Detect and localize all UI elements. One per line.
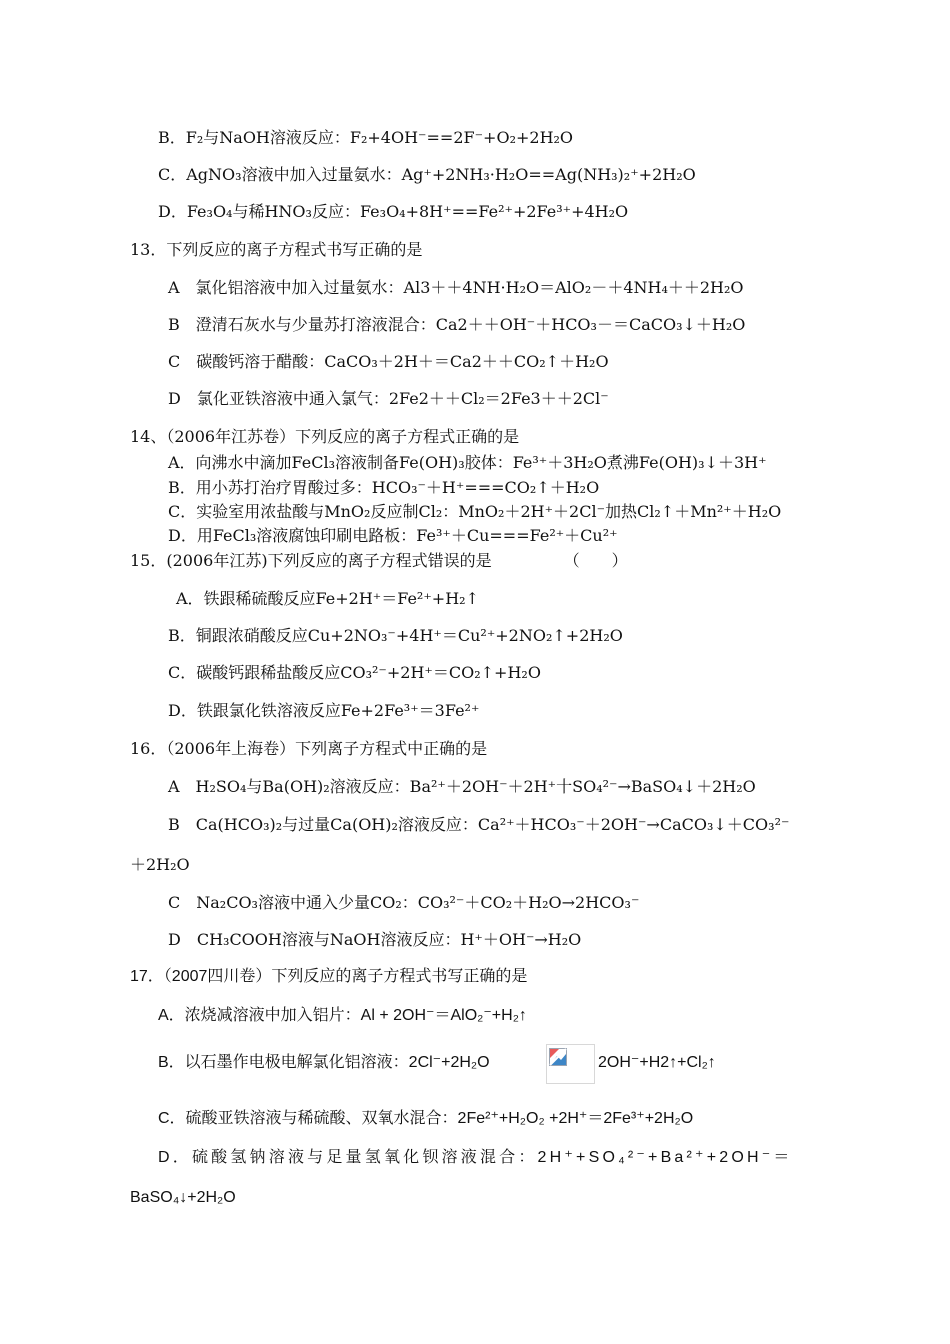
- option-12b: B．F₂与NaOH溶液反应：F₂+4OH⁻==2F⁻+O₂+2H₂O: [158, 128, 574, 147]
- question-13: 13．下列反应的离子方程式书写正确的是: [130, 240, 423, 259]
- option-16b: B Ca(HCO₃)₂与过量Ca(OH)₂溶液反应：Ca²⁺＋HCO₃⁻＋2OH⁻→CaCO₃↓＋CO₃²⁻: [168, 815, 790, 834]
- option-15c: C．碳酸钙跟稀盐酸反应CO₃²⁻+2H⁺＝CO₂↑+H₂O: [168, 663, 541, 682]
- option-16a: A H₂SO₄与Ba(OH)₂溶液反应：Ba²⁺＋2OH⁻＋2H⁺十SO₄²⁻→BaSO₄↓＋2H₂O: [168, 777, 756, 796]
- option-17a: A．浓烧减溶液中加入铝片：Al + 2OH⁻＝AlO₂⁻+H₂↑: [158, 1007, 527, 1024]
- option-15b: B．铜跟浓硝酸反应Cu+2NO₃⁻+4H⁺＝Cu²⁺+2NO₂↑+2H₂O: [168, 626, 623, 645]
- option-16c: C Na₂CO₃溶液中通入少量CO₂：CO₃²⁻＋CO₂＋H₂O→2HCO₃⁻: [168, 893, 640, 912]
- option-17b-product: 2OH⁻+H2↑+Cl₂↑: [598, 1054, 716, 1071]
- option-15d: D．铁跟氯化铁溶液反应Fe+2Fe³⁺＝3Fe²⁺: [168, 701, 480, 720]
- option-14a: A．向沸水中滴加FeCl₃溶液制备Fe(OH)₃胶体：Fe³⁺＋3H₂O煮沸Fe(OH)₃↓＋3H⁺: [168, 453, 767, 472]
- option-15a: A．铁跟稀硫酸反应Fe+2H⁺＝Fe²⁺+H₂↑: [176, 589, 479, 608]
- option-17d-continued: BaSO₄↓+2H₂O: [130, 1189, 236, 1206]
- option-14d: D．用FeCl₃溶液腐蚀印刷电路板：Fe³⁺＋Cu===Fe²⁺＋Cu²⁺: [168, 526, 618, 545]
- question-16: 16．（2006年上海卷）下列离子方程式中正确的是: [130, 739, 488, 758]
- option-16b-continued: ＋2H₂O: [130, 855, 190, 874]
- option-14c: C．实验室用浓盐酸与MnO₂反应制Cl₂：MnO₂＋2H⁺＋2Cl⁻加热Cl₂↑＋Mn²⁺＋H₂O: [168, 502, 782, 521]
- option-13a: A 氯化铝溶液中加入过量氨水：Al3＋＋4NH·H₂O＝AlO₂－＋4NH₄＋＋2H₂O: [168, 278, 744, 297]
- option-17b: B．以石墨作电极电解氯化铝溶液：2Cl⁻+2H₂O: [158, 1054, 490, 1071]
- option-16d: D CH₃COOH溶液与NaOH溶液反应：H⁺＋OH⁻→H₂O: [168, 930, 582, 949]
- option-14b: B．用小苏打治疗胃酸过多：HCO₃⁻＋H⁺===CO₂↑＋H₂O: [168, 478, 600, 497]
- option-17d: D．硫酸氢钠溶液与足量氢氧化钡溶液混合：2H⁺+SO₄²⁻+Ba²⁺+2OH⁻＝: [158, 1149, 793, 1166]
- option-17c: C．硫酸亚铁溶液与稀硫酸、双氧水混合：2Fe²⁺+H₂O₂ +2H⁺＝2Fe³⁺+2H₂O: [158, 1110, 694, 1127]
- option-12d: D．Fe₃O₄与稀HNO₃反应：Fe₃O₄+8H⁺==Fe²⁺+2Fe³⁺+4H₂O: [158, 202, 629, 221]
- broken-image-icon: [546, 1044, 595, 1084]
- question-17: 17．（2007四川卷）下列反应的离子方程式书写正确的是: [130, 968, 528, 985]
- question-15: 15．(2006年江苏)下列反应的离子方程式错误的是 （ ）: [130, 551, 628, 570]
- question-14: 14、（2006年江苏卷）下列反应的离子方程式正确的是: [130, 427, 520, 446]
- option-12c: C．AgNO₃溶液中加入过量氨水：Ag⁺+2NH₃·H₂O==Ag(NH₃)₂⁺+2H₂O: [158, 165, 696, 184]
- option-13b: B 澄清石灰水与少量苏打溶液混合：Ca2＋＋OH⁻＋HCO₃－＝CaCO₃↓＋H₂O: [168, 315, 746, 334]
- option-13c: C 碳酸钙溶于醋酸：CaCO₃＋2H＋＝Ca2＋＋CO₂↑＋H₂O: [168, 352, 609, 371]
- option-13d: D 氯化亚铁溶液中通入氯气：2Fe2＋＋Cl₂＝2Fe3＋＋2Cl⁻: [168, 389, 609, 408]
